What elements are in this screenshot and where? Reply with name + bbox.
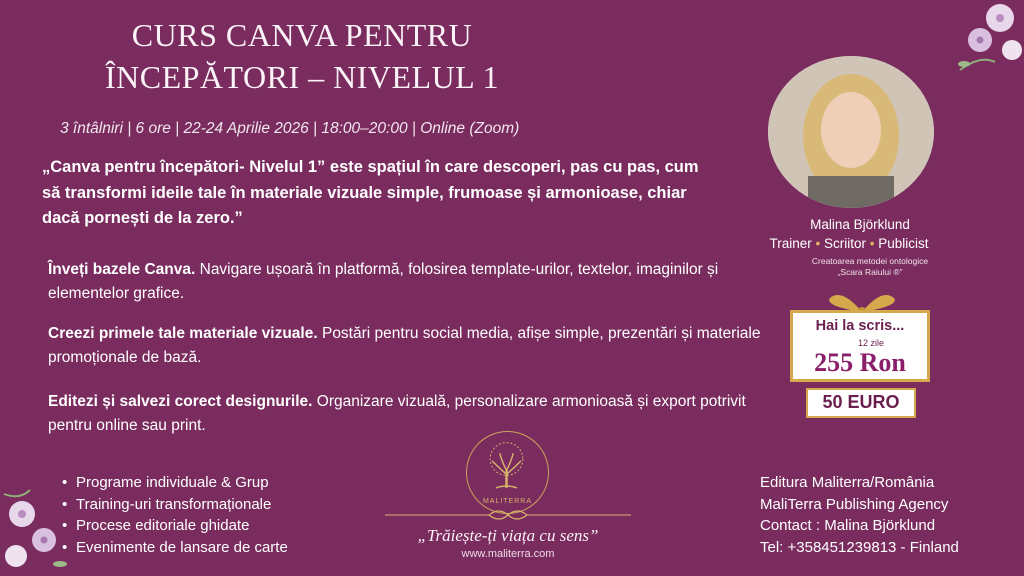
course-details: 3 întâlniri | 6 ore | 22-24 Aprilie 2026 | 18:00–20:00 | Online (Zoom) xyxy=(60,120,520,137)
tree-logo-icon xyxy=(466,431,549,514)
benefit-3-heading: Editezi și salvezi corect designurile. xyxy=(48,393,313,410)
course-title-line2: ÎNCEPĂTORI – NIVELUL 1 xyxy=(104,59,500,95)
offer-price: 255 Ron xyxy=(814,348,906,377)
dot-icon: • xyxy=(866,236,879,251)
contact-line: Editura Maliterra/România xyxy=(760,474,935,491)
website-link[interactable]: www.maliterra.com xyxy=(461,548,555,560)
list-item: • Programe individuale & Grup xyxy=(62,472,288,494)
contact-info xyxy=(760,472,959,558)
brand-motto: „Trăiește-ți viața cu sens” xyxy=(417,526,599,545)
role-writer: Scriitor xyxy=(823,236,866,251)
contact-line: Contact : Malina Björklund xyxy=(760,517,936,534)
course-intro: „Canva pentru începători- Nivelul 1” este spațiul în care descoperi, pas cu pas, cum să transformi ideile tale în materiale vizuale simple, frumoase și armonioase, chiar dacă pornești de la zero.” xyxy=(42,158,699,227)
euro-price-badge: 50 EURO xyxy=(806,388,916,418)
contact-line: MaliTerra Publishing Agency xyxy=(760,495,949,513)
benefit-2-text: Postări pentru social media, afișe simple, prezentări și materiale promoționale de bază. xyxy=(48,325,761,366)
maliterra-logo-block xyxy=(381,425,635,570)
offer-duration: 12 zile xyxy=(857,338,884,348)
benefit-2 xyxy=(48,322,763,370)
flower-decoration-top-right xyxy=(940,0,1024,78)
author-method xyxy=(770,256,970,278)
role-publicist: Publicist xyxy=(878,236,929,251)
role-trainer: Trainer xyxy=(769,236,812,251)
benefit-3-text: Organizare vizuală, personalizare armonioasă și export potrivit pentru online sau print. xyxy=(48,393,746,434)
dot-icon: • xyxy=(811,236,824,251)
list-item: • Procese editoriale ghidate xyxy=(62,515,288,537)
list-item: • Training-uri transformaționale xyxy=(62,494,288,516)
benefit-1-text: Navigare ușoară în platformă, folosirea template-urilor, textelor, imaginilor și elementelor grafice. xyxy=(48,261,719,302)
contact-phone: Tel: +358451239813 - Finland xyxy=(760,538,959,556)
course-title-line1: CURS CANVA PENTRU xyxy=(131,17,473,53)
author-photo xyxy=(768,56,934,208)
author-roles xyxy=(744,234,954,253)
services-list xyxy=(62,472,288,558)
method-line1: Creatoarea metodei ontologice xyxy=(811,256,929,266)
ornamental-divider-icon xyxy=(381,507,635,523)
benefit-1-heading: Înveți bazele Canva. xyxy=(48,261,196,278)
list-item: • Evenimente de lansare de carte xyxy=(62,537,288,559)
benefit-2-heading: Creezi primele tale materiale vizuale. xyxy=(48,325,318,342)
method-line2: „Scara Raiului ®” xyxy=(837,267,903,277)
logo-text: MALITERRA xyxy=(482,498,533,505)
course-title xyxy=(0,14,604,98)
offer-label: Hai la scris... xyxy=(815,318,905,334)
author-name: Malina Björklund xyxy=(810,217,910,232)
offer-card xyxy=(790,310,930,382)
benefit-1 xyxy=(48,258,763,306)
